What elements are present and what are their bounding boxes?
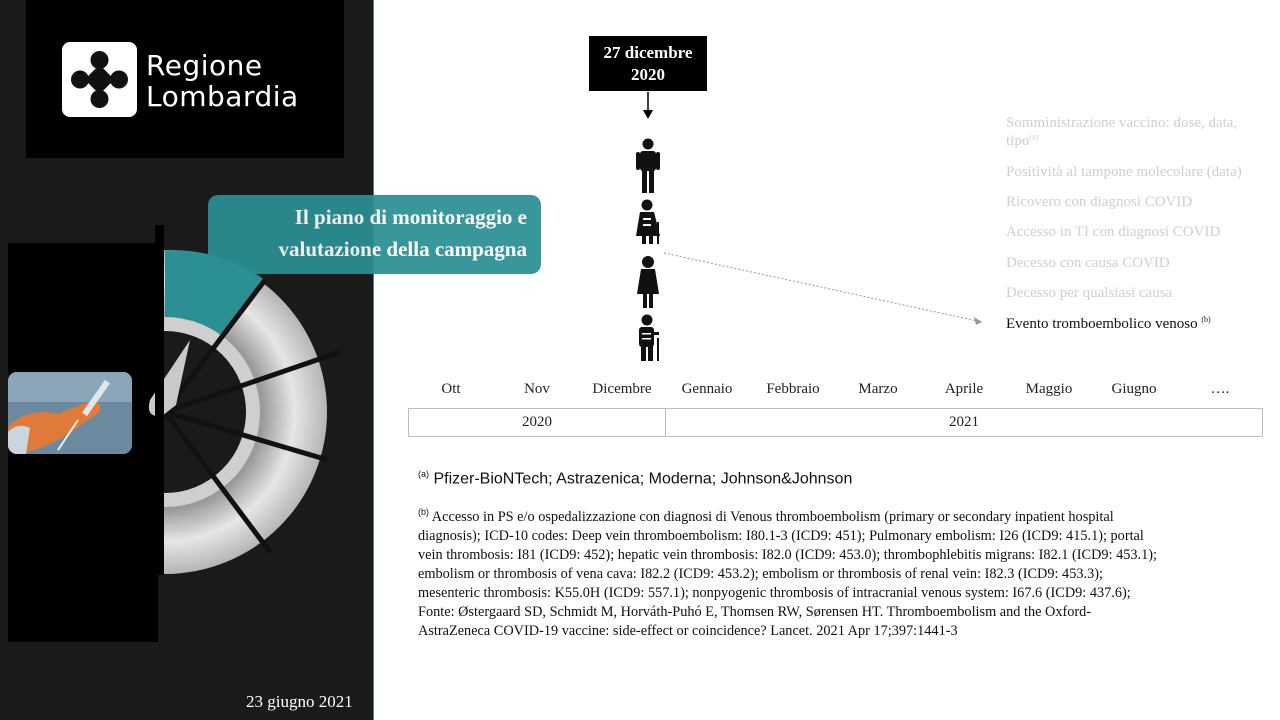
footnote-b-line: diagnosis); ICD-10 codes: Deep vein thromboembolism: I80.1-3 (ICD9: 451); Pulmonary embolism: I26 (ICD9: 415.1); portal xyxy=(418,527,1144,544)
footnote-b-marker: (b) xyxy=(418,507,429,517)
footer-date: 23 giugno 2021 xyxy=(246,692,353,711)
legend-item-sup: (b) xyxy=(1201,315,1211,324)
person-elderly-man-icon xyxy=(632,314,664,370)
legend-item-decesso-qualsiasi: Decesso per qualsiasi causa xyxy=(1006,285,1173,301)
year-2020: 2020 xyxy=(409,409,666,436)
timeline-months xyxy=(408,381,1263,403)
person-elderly-woman-icon xyxy=(632,198,664,254)
month-label: Febbraio xyxy=(766,381,820,397)
logo-line-1: Regione xyxy=(146,49,263,82)
month-label: Nov xyxy=(524,381,550,397)
timeline-years xyxy=(408,408,1263,437)
month-label: Aprile xyxy=(944,381,984,397)
syringe-photo xyxy=(8,372,132,454)
legend-item-decesso-covid: Decesso con causa COVID xyxy=(1006,255,1170,271)
legend-item-somministrazione xyxy=(1006,115,1237,150)
legend-item-text: Somministrazione vaccino: dose, data, xyxy=(1006,115,1238,131)
legend-item-ricovero: Ricovero con diagnosi COVID xyxy=(1006,194,1193,210)
legend-item-sup: (a) xyxy=(1029,132,1039,141)
logo-line-2: Lombardia xyxy=(146,80,299,113)
month-label: Giugno xyxy=(1111,381,1157,397)
legend-item-text: Evento tromboembolico venoso xyxy=(1006,316,1198,332)
dial-icon xyxy=(0,0,373,720)
title-banner xyxy=(208,195,541,274)
panel-divider xyxy=(373,0,374,720)
footnote-b-line-text: Accesso in PS e/o ospedalizzazione con diagnosi di Venous thromboembolism (primary or secondary inpatient hospital xyxy=(431,508,1114,525)
footnote-b xyxy=(418,503,1263,641)
legend-item-accesso-ti: Accesso in TI con diagnosi COVID xyxy=(1006,224,1221,240)
start-date-line-2: 2020 xyxy=(631,65,665,84)
year-2021: 2021 xyxy=(949,414,979,430)
person-woman-icon xyxy=(632,256,664,312)
footnote-a xyxy=(418,469,852,488)
month-label: Dicembre xyxy=(592,381,652,397)
month-label: Gennaio xyxy=(681,381,733,397)
month-label: Ott xyxy=(441,381,461,397)
footnote-b-line: mesenteric thrombosis: K55.0H (ICD9: 557.1); nonpyogenic thrombosis of intracranial venous system: I67.6 (ICD9: 437.6); xyxy=(418,584,1131,601)
month-label: …. xyxy=(1210,381,1230,397)
title-line-1: Il piano di monitoraggio e xyxy=(294,205,527,229)
start-date-box xyxy=(589,36,707,91)
footnote-a-text: Pfizer-BioNTech; Astrazenica; Moderna; Johnson&Johnson xyxy=(433,470,853,488)
footnote-b-line xyxy=(418,503,1263,527)
legend-item-positivita: Positività al tampone molecolare (data) xyxy=(1006,164,1242,180)
month-label: Marzo xyxy=(858,381,898,397)
arrow-down-icon xyxy=(638,92,658,120)
person-man-icon xyxy=(632,138,664,194)
title-line-2: valutazione della campagna xyxy=(278,237,527,261)
legend-item-text-2: tipo xyxy=(1006,133,1030,149)
start-date-line-1: 27 dicembre xyxy=(603,43,693,62)
footnote-b-line: AstraZeneca COVID-19 vaccine: side-effect or coincidence? Lancet. 2021 Apr 17;397:1441-3 xyxy=(418,622,958,639)
footnote-b-line: embolism or thrombosis of vena cava: I82.2 (ICD9: 453.2); embolism or thrombosis of renal vein: I82.3 (ICD9: 453.3); xyxy=(418,565,1103,582)
month-label: Maggio xyxy=(1025,381,1073,397)
footnote-b-line: Fonte: Østergaard SD, Schmidt M, Horváth-Puhó E, Thomsen RW, Sørensen HT. Thromboembolism and the Oxford- xyxy=(418,603,1092,620)
footnote-b-line: vein thrombosis: I81 (ICD9: 452); hepatic vein thrombosis: I82.0 (ICD9: 453.0); thrombophlebitis migrans: I82.1 (ICD9: 453.1); xyxy=(418,546,1157,563)
legend-item-tromboembolico xyxy=(1006,315,1211,333)
footnote-a-marker: (a) xyxy=(418,469,429,479)
left-panel xyxy=(0,0,373,720)
